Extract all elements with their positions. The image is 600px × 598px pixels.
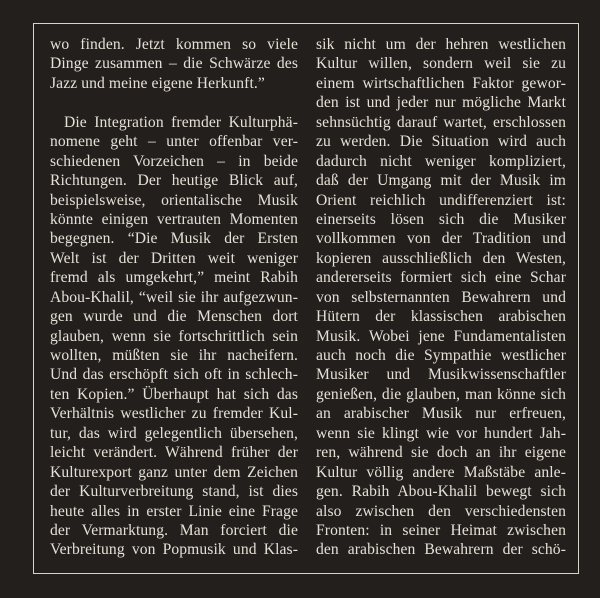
text-line: Welt ist der Dritten weit weniger: [50, 249, 298, 267]
text-line: kopieren ausschließlich den Westen,: [316, 249, 566, 267]
paragraph-2: [50, 113, 298, 560]
text-line: glauben, wenn sie fortschrittlich sein: [50, 327, 298, 345]
text-line: heute alles in erster Linie eine Frage: [50, 502, 298, 520]
text-line: nomene geht – unter offenbar ver-: [50, 133, 298, 151]
text-line: daß der Umgang mit der Musik im: [316, 172, 566, 190]
text-line: Orient reichlich undifferenziert ist:: [316, 191, 566, 209]
text-line: andererseits formiert sich eine Schar: [316, 269, 566, 287]
text-line: Musiker und Musikwissenschaftler: [316, 366, 566, 384]
text-line: sehnsüchtig darauf wartet, erschlossen: [316, 113, 566, 131]
text-line: Musik. Wobei jene Fundamentalisten: [316, 327, 566, 345]
text-line: Richtungen. Der heutige Blick auf,: [50, 172, 298, 190]
text-line: Verbreitung von Popmusik und Klas-: [50, 541, 298, 559]
text-line: wo finden. Jetzt kommen so viele: [50, 36, 298, 53]
text-line: Die Integration fremder Kulturphä-: [64, 113, 298, 131]
text-line: ten Kopien.” Überhaupt hat sich das: [50, 385, 298, 403]
text-line: den ist und jeder nur mögliche Markt: [316, 94, 566, 112]
left-text-column: [50, 35, 298, 560]
text-line: vollkommen von der Tradition und: [316, 230, 566, 248]
text-line: Dinge zusammen – die Schwärze des: [50, 55, 298, 73]
text-line: fremd als umgekehrt,” meint Rabih: [50, 269, 298, 287]
text-line: gen wurde und die Menschen dort: [50, 308, 298, 326]
text-line: beispielsweise, orientalische Musik: [50, 191, 298, 209]
text-line: schiedenen Vorzeichen – in beide: [50, 152, 298, 170]
text-line: gen. Rabih Abou-Khalil bewegt sich: [316, 483, 566, 501]
text-line: Kulturexport ganz unter dem Zeichen: [50, 463, 298, 481]
text-line: tur, das wird gelegentlich übersehen,: [50, 424, 298, 442]
text-line: zu werden. Die Situation wird auch: [316, 133, 566, 151]
text-line: leicht verändert. Während früher der: [50, 444, 298, 462]
text-line: einem wirtschaftlichen Faktor gewor-: [316, 74, 566, 92]
text-line: Verhältnis westlicher zu fremder Kul-: [50, 405, 298, 423]
text-line: einerseits lösen sich die Musiker: [316, 210, 566, 228]
text-line: könnte einigen vertrauten Momenten: [50, 210, 298, 228]
paragraph-spacer: [50, 93, 298, 112]
text-line: Kultur willen, sondern weil sie zu: [316, 55, 566, 73]
text-line: dadurch nicht weniger kompliziert,: [316, 152, 566, 170]
text-line: begegnen. “Die Musik der Ersten: [50, 230, 298, 248]
right-text-column: [316, 35, 566, 560]
text-line: der Vermarktung. Man forciert die: [50, 521, 298, 539]
text-line: den arabischen Bewahrern der schö-: [316, 541, 566, 559]
text-line: auch noch die Sympathie westlicher: [316, 347, 566, 364]
text-line: Hütern der klassischen arabischen: [316, 308, 566, 326]
text-line: also zwischen den verschiedensten: [316, 502, 566, 520]
text-line: wenn sie klingt wie vor hundert Jah-: [316, 424, 566, 442]
text-line: Kultur völlig andere Maßstäbe anle-: [316, 463, 566, 481]
text-line: Fronten: in seiner Heimat zwischen: [316, 521, 566, 539]
text-line: Abou-Khalil, “weil sie ihr aufgezwun-: [50, 288, 298, 306]
text-line: ren, während sie doch an ihr eigene: [316, 444, 566, 462]
text-line: sik nicht um der hehren westlichen: [316, 36, 566, 53]
text-line: genießen, die glauben, man könne sich: [316, 385, 566, 403]
text-line: Und das erschöpft sich oft in schlech-: [50, 366, 298, 384]
text-line: der Kulturverbreitung stand, ist dies: [50, 483, 298, 501]
text-line: wollten, müßten sie ihr nacheifern.: [50, 347, 298, 364]
text-line: von selbsternannten Bewahrern und: [316, 288, 566, 306]
text-line: an arabischer Musik nur erfreuen,: [316, 405, 566, 423]
text-line: Jazz und meine eigene Herkunft.”: [50, 74, 265, 92]
paragraph-1: [50, 35, 298, 93]
